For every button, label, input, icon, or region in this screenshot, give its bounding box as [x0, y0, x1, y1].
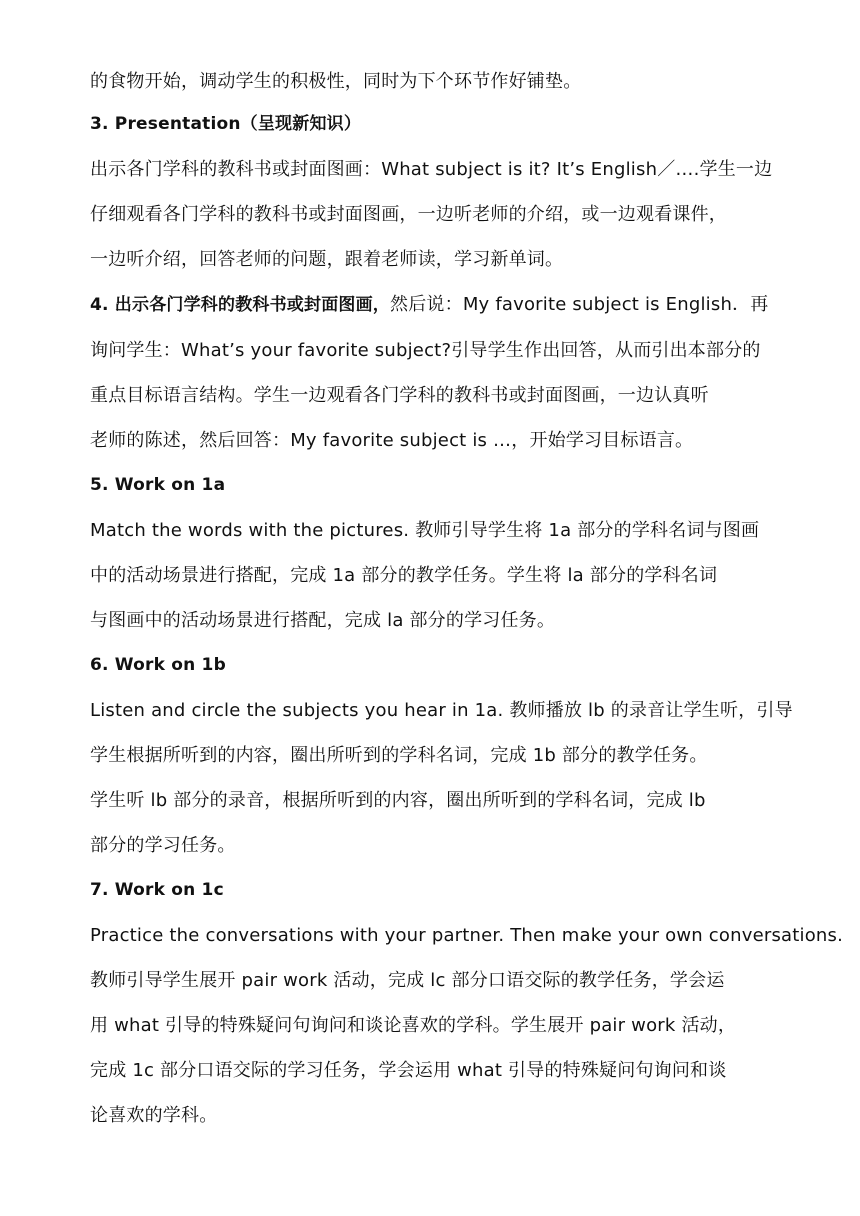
text-line: 重点目标语言结构。学生一边观看各门学科的教科书或封面图画，一边认真听 — [90, 385, 709, 406]
text-line: 学生根据所听到的内容，圈出所听到的学科名词，完成 1b 部分的教学任务。 — [90, 745, 708, 766]
text-line: Match the words with the pictures. 教师引导学生将 1a 部分的学科名词与图画 — [90, 520, 760, 541]
text-line: 部分的学习任务。 — [90, 835, 236, 856]
section-heading-1c: 7. Work on 1c — [90, 880, 224, 900]
text-line: 仔细观看各门学科的教科书或封面图画，一边听老师的介绍，或一边观看课件， — [90, 204, 727, 225]
text-line: 论喜欢的学科。 — [90, 1105, 218, 1126]
text-line: 老师的陈述，然后回答：My favorite subject is …，开始学习目标语言。 — [90, 430, 694, 451]
section-heading-1a: 5. Work on 1a — [90, 475, 226, 495]
text-line: 与图画中的活动场景进行搭配，完成 la 部分的学习任务。 — [90, 610, 556, 631]
text-line: 中的活动场景进行搭配，完成 1a 部分的教学任务。学生将 la 部分的学科名词 — [90, 565, 718, 586]
section-heading-1b: 6. Work on 1b — [90, 655, 226, 675]
text-line: 询问学生：What’s your favorite subject?引导学生作出回答，从而引出本部分的 — [90, 340, 761, 361]
text-line: 学生听 lb 部分的录音，根据所听到的内容，圈出所听到的学科名词，完成 lb — [90, 790, 706, 811]
text-line: Listen and circle the subjects you hear in 1a. 教师播放 lb 的录音让学生听，引导 — [90, 700, 793, 721]
step-4-bold-lead: 4. 出示各门学科的教科书或封面图画， — [90, 295, 391, 315]
step-4-first-line — [90, 282, 778, 328]
section-heading-presentation: 3. Presentation（呈现新知识） — [90, 114, 362, 134]
text-line: 一边听介绍，回答老师的问题，跟着老师读，学习新单词。 — [90, 249, 564, 270]
step-4-rest: 然后说：My favorite subject is English．再 — [390, 294, 769, 315]
text-line: 教师引导学生展开 pair work 活动，完成 lc 部分口语交际的教学任务，学会运 — [90, 970, 725, 991]
text-line: 的食物开始，调动学生的积极性，同时为下个环节作好铺垫。 — [90, 71, 582, 92]
text-line: 完成 1c 部分口语交际的学习任务，学会运用 what 引导的特殊疑问句询问和谈 — [90, 1060, 727, 1081]
text-line: 出示各门学科的教科书或封面图画：What subject is it? It’s English／….学生一边 — [90, 159, 773, 180]
text-line: Practice the conversations with your partner. Then make your own conversations. — [90, 925, 844, 946]
text-line: 用 what 引导的特殊疑问句询问和谈论喜欢的学科。学生展开 pair work 活动， — [90, 1015, 737, 1036]
